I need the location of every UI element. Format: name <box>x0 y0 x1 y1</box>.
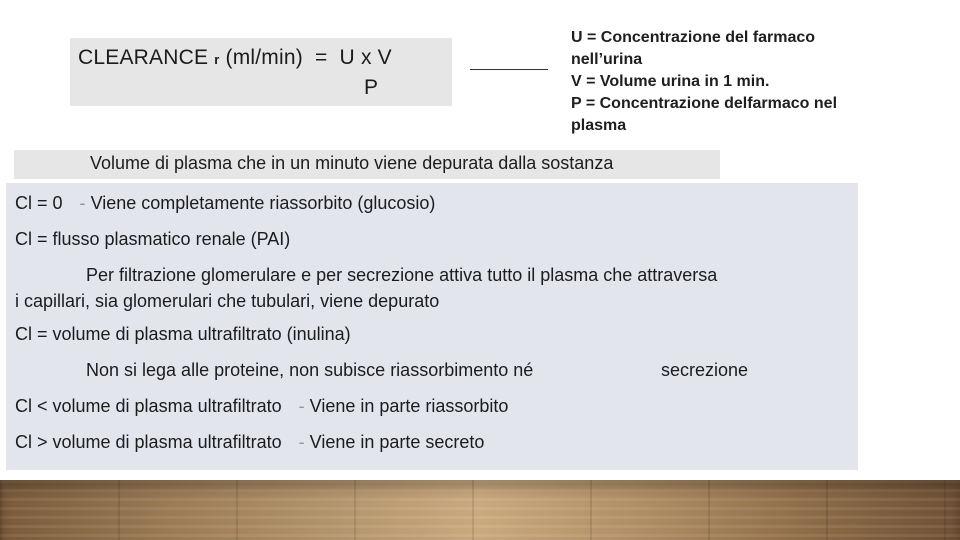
dash: - <box>298 396 305 416</box>
legend-line: nell’urina <box>571 51 643 68</box>
paragraph-line: Per filtrazione glomerulare e per secrezione attiva tutto il plasma che attraversa <box>86 265 718 285</box>
wood-floor-decoration <box>0 480 960 540</box>
cl-zero-row <box>15 193 435 214</box>
definition-text: Volume di plasma che in un minuto viene depurata dalla sostanza <box>90 153 614 173</box>
dash: - <box>79 193 86 213</box>
formula-numerator <box>78 46 392 70</box>
legend-line: plasma <box>571 117 627 134</box>
filtration-paragraph <box>15 262 850 314</box>
formula-denominator: P <box>364 76 379 99</box>
cl-zero-desc: Viene completamente riassorbito (glucosio) <box>90 193 436 213</box>
fraction-rule <box>470 69 548 70</box>
cl-less-label: Cl < volume di plasma ultrafiltrato <box>15 396 282 416</box>
cl-more-desc: Viene in parte secreto <box>309 432 485 452</box>
cl-ultrafiltrato-row: Cl = volume di plasma ultrafiltrato (inulina) <box>15 324 351 344</box>
paragraph-line: i capillari, sia glomerulari che tubulari, viene depurato <box>15 291 440 311</box>
content-box <box>6 183 858 470</box>
definition-box <box>14 150 720 179</box>
cl-zero-label: Cl = 0 <box>15 193 63 213</box>
cl-flusso-row: Cl = flusso plasmatico renale (PAI) <box>15 229 291 249</box>
formula-box <box>70 38 452 106</box>
legend-line: V = Volume urina in 1 min. <box>571 73 770 90</box>
cl-less-row <box>15 396 508 417</box>
legend-line: U = Concentrazione del farmaco <box>571 29 816 46</box>
cl-more-label: Cl > volume di plasma ultrafiltrato <box>15 432 282 452</box>
inulina-note: Non si lega alle proteine, non subisce riassorbimento né <box>86 360 534 380</box>
formula-subscript: r <box>214 52 220 67</box>
formula-main: CLEARANCE <box>78 46 209 69</box>
legend-line: P = Concentrazione delfarmaco nel <box>571 95 838 112</box>
inulina-note-end: secrezione <box>661 360 749 380</box>
dash: - <box>298 432 305 452</box>
formula-rest: (ml/min) = U x V <box>219 46 392 69</box>
formula-legend <box>571 27 901 137</box>
cl-more-row <box>15 432 484 453</box>
cl-less-desc: Viene in parte riassorbito <box>309 396 509 416</box>
